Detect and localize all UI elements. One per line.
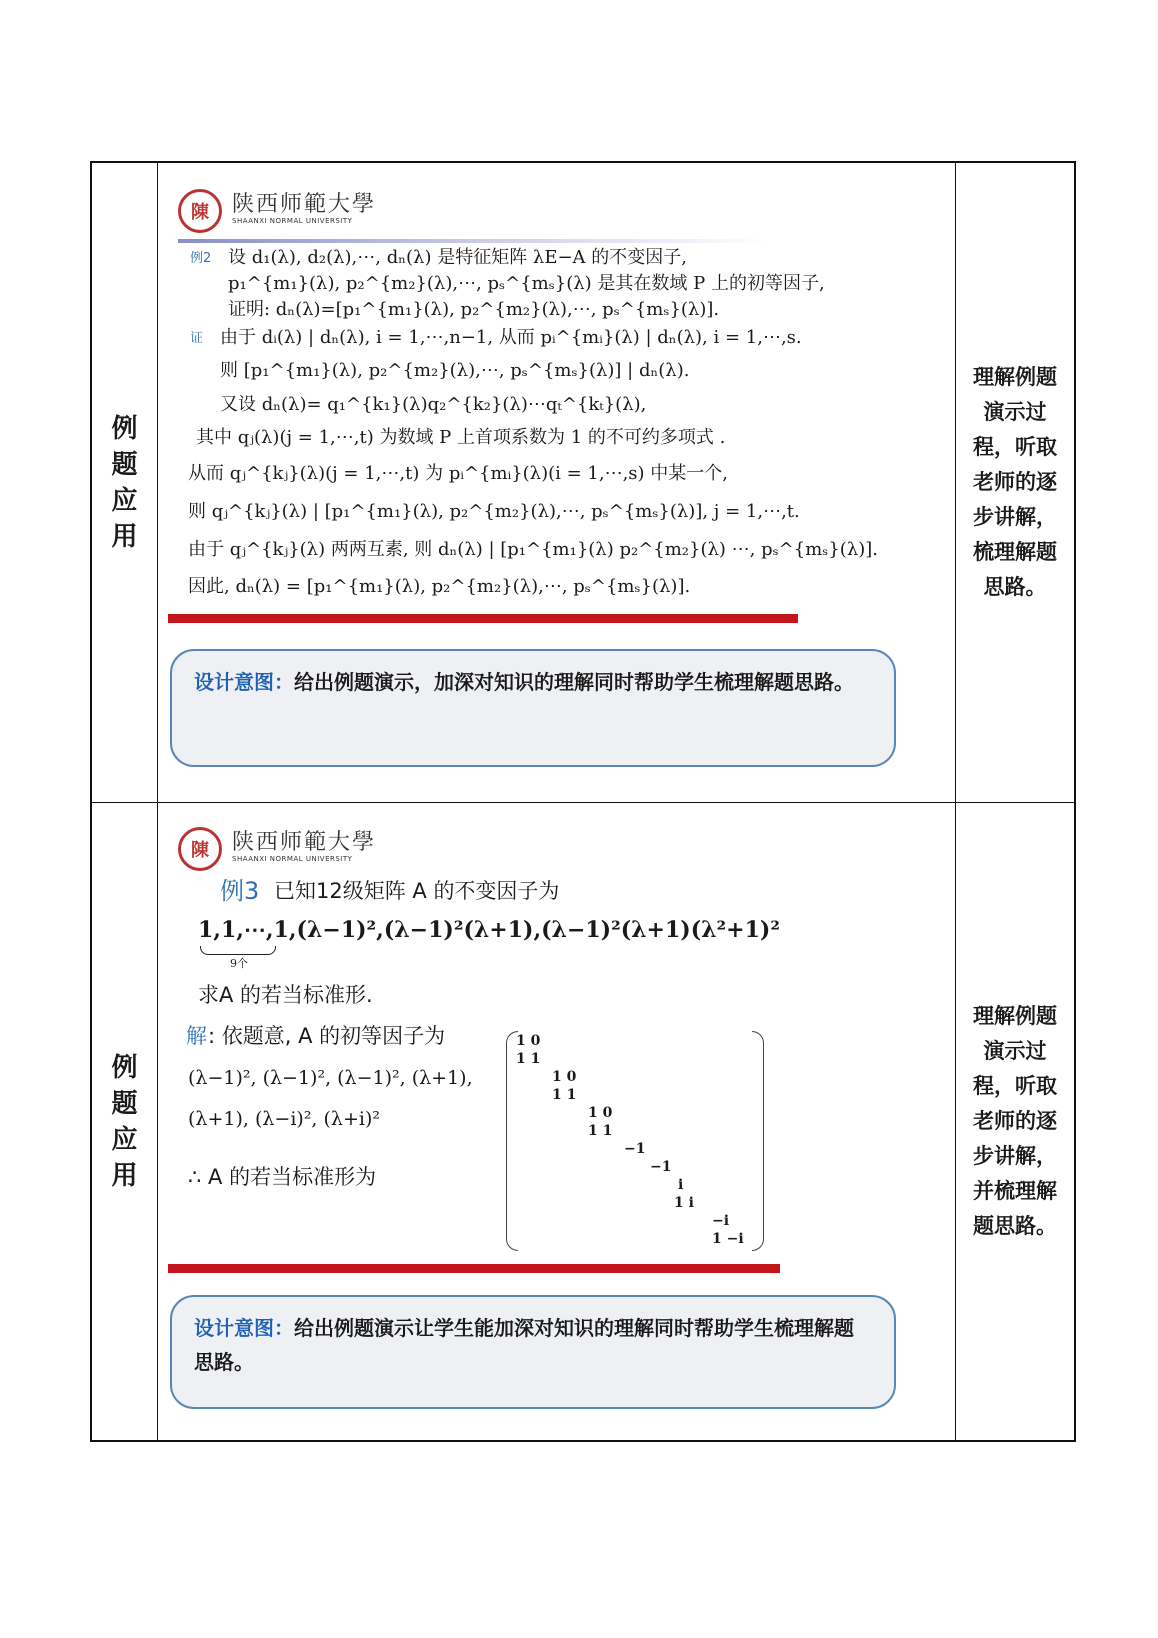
proof-tag: 证 bbox=[190, 331, 204, 346]
design-intent-text: 给出例题演示，加深对知识的理解同时帮助学生梳理解题思路。 bbox=[294, 670, 854, 694]
logo-english: SHAANXI NORMAL UNIVERSITY bbox=[232, 217, 353, 225]
matrix-entry: 1 −i bbox=[712, 1231, 744, 1247]
red-divider bbox=[168, 614, 798, 623]
matrix-entry: 1 1 bbox=[552, 1087, 577, 1103]
logo-chinese: 陕西师範大學 bbox=[232, 192, 377, 217]
matrix-entry: i bbox=[678, 1177, 684, 1193]
slide-line: 从而 qⱼ^{kⱼ}(λ)(j = 1,⋯,t) 为 pᵢ^{mᵢ}(λ)(i = 1,⋯,s) 中某一个, bbox=[188, 463, 728, 484]
seal-icon: 陳 bbox=[178, 827, 222, 871]
section-label: 例题应用 bbox=[111, 413, 138, 552]
table-row bbox=[92, 803, 1074, 1440]
invariant-factors: 1,1,⋯,1,(λ−1)²,(λ−1)²(λ+1),(λ−1)²(λ+1)(λ²+1)² bbox=[198, 917, 780, 943]
slide-line: 又设 dₙ(λ)= q₁^{k₁}(λ)q₂^{k₂}(λ)⋯qₜ^{kₜ}(λ), bbox=[220, 394, 647, 415]
matrix-entry: 1 0 bbox=[588, 1105, 613, 1121]
table-row bbox=[92, 163, 1074, 803]
design-intent-box bbox=[170, 649, 896, 767]
slide-line: 由于 dᵢ(λ) | dₙ(λ), i = 1,⋯,n−1, 从而 pᵢ^{mᵢ}(λ) | dₙ(λ), i = 1,⋯,s. bbox=[220, 327, 802, 348]
seal-icon: 陳 bbox=[178, 189, 222, 233]
notes-cell bbox=[956, 803, 1074, 1440]
slide-line: 其中 qⱼ(λ)(j = 1,⋯,t) 为数域 P 上首项系数为 1 的不可约多项式 . bbox=[196, 427, 726, 448]
matrix-entry: −1 bbox=[624, 1141, 646, 1157]
slide-line: 由于 qⱼ^{kⱼ}(λ) 两两互素, 则 dₙ(λ) | [p₁^{m₁}(λ) p₂^{m₂}(λ) ⋯, pₛ^{mₛ}(λ)]. bbox=[188, 539, 878, 560]
conclusion: ∴ A 的若当标准形为 bbox=[188, 1165, 377, 1189]
solution-tag: 解 bbox=[186, 1024, 207, 1048]
slide-line: 则 qⱼ^{kⱼ}(λ) | [p₁^{m₁}(λ), p₂^{m₂}(λ),⋯, pₛ^{mₛ}(λ)], j = 1,⋯,t. bbox=[188, 501, 800, 522]
matrix-entry: 1 0 bbox=[516, 1033, 541, 1049]
matrix-entry: 1 i bbox=[674, 1195, 694, 1211]
example-tag: 例3 bbox=[220, 877, 260, 905]
slide-line: 则 [p₁^{m₁}(λ), p₂^{m₂}(λ),⋯, pₛ^{mₛ}(λ)] | dₙ(λ). bbox=[220, 360, 690, 381]
matrix-entry: 1 1 bbox=[516, 1051, 541, 1067]
matrix-entry: −i bbox=[712, 1213, 730, 1229]
section-label-cell bbox=[92, 803, 158, 1440]
slide-line: p₁^{m₁}(λ), p₂^{m₂}(λ),⋯, pₛ^{mₛ}(λ) 是其在数域 P 上的初等因子, bbox=[228, 273, 825, 294]
right-paren bbox=[752, 1031, 764, 1251]
brace-note: 9个 bbox=[230, 957, 248, 970]
design-intent-label: 设计意图： bbox=[194, 1316, 294, 1340]
matrix-entry: −1 bbox=[650, 1159, 672, 1175]
matrix-entry: 1 1 bbox=[588, 1123, 613, 1139]
section-label-cell bbox=[92, 163, 158, 802]
design-intent-box bbox=[170, 1295, 896, 1409]
lesson-table bbox=[90, 161, 1076, 1442]
matrix-entry: 1 0 bbox=[552, 1069, 577, 1085]
notes-cell bbox=[956, 163, 1074, 802]
activity-notes: 理解例题演示过程，听取老师的逐步讲解，梳理解题思路。 bbox=[973, 365, 1057, 599]
logo-english: SHAANXI NORMAL UNIVERSITY bbox=[232, 855, 353, 863]
slide-line: 设 d₁(λ), d₂(λ),⋯, dₙ(λ) 是特征矩阵 λE−A 的不变因子, bbox=[228, 247, 687, 268]
design-intent-text: 给出例题演示让学生能加深对知识的理解同时帮助学生梳理解题思路。 bbox=[194, 1316, 854, 1374]
slide-line: 因此, dₙ(λ) = [p₁^{m₁}(λ), p₂^{m₂}(λ),⋯, pₛ^{mₛ}(λ)]. bbox=[188, 576, 691, 597]
design-intent-label: 设计意图： bbox=[194, 670, 294, 694]
activity-notes: 理解例题演示过程，听取老师的逐步讲解，并梳理解题思路。 bbox=[973, 1004, 1057, 1238]
logo-chinese: 陕西师範大學 bbox=[232, 830, 377, 855]
content-cell bbox=[158, 163, 956, 802]
section-label: 例题应用 bbox=[111, 1052, 138, 1191]
content-cell bbox=[158, 803, 956, 1440]
problem-ask: 求A 的若当标准形. bbox=[198, 983, 373, 1007]
red-divider bbox=[168, 1264, 780, 1273]
problem-title: 已知12级矩阵 A 的不变因子为 bbox=[274, 879, 560, 903]
elementary-divisors: (λ+1), (λ−i)², (λ+i)² bbox=[188, 1108, 380, 1130]
university-logo bbox=[178, 823, 408, 877]
university-logo bbox=[178, 185, 408, 239]
underbrace bbox=[200, 946, 276, 955]
elementary-divisors: (λ−1)², (λ−1)², (λ−1)², (λ+1), bbox=[188, 1067, 473, 1089]
slide-line: 证明: dₙ(λ)=[p₁^{m₁}(λ), p₂^{m₂}(λ),⋯, pₛ^{mₛ}(λ)]. bbox=[228, 299, 720, 320]
solution-intro: : 依题意, A 的初等因子为 bbox=[208, 1024, 446, 1048]
example-tag: 例2 bbox=[190, 251, 212, 266]
jordan-matrix bbox=[506, 1031, 764, 1251]
